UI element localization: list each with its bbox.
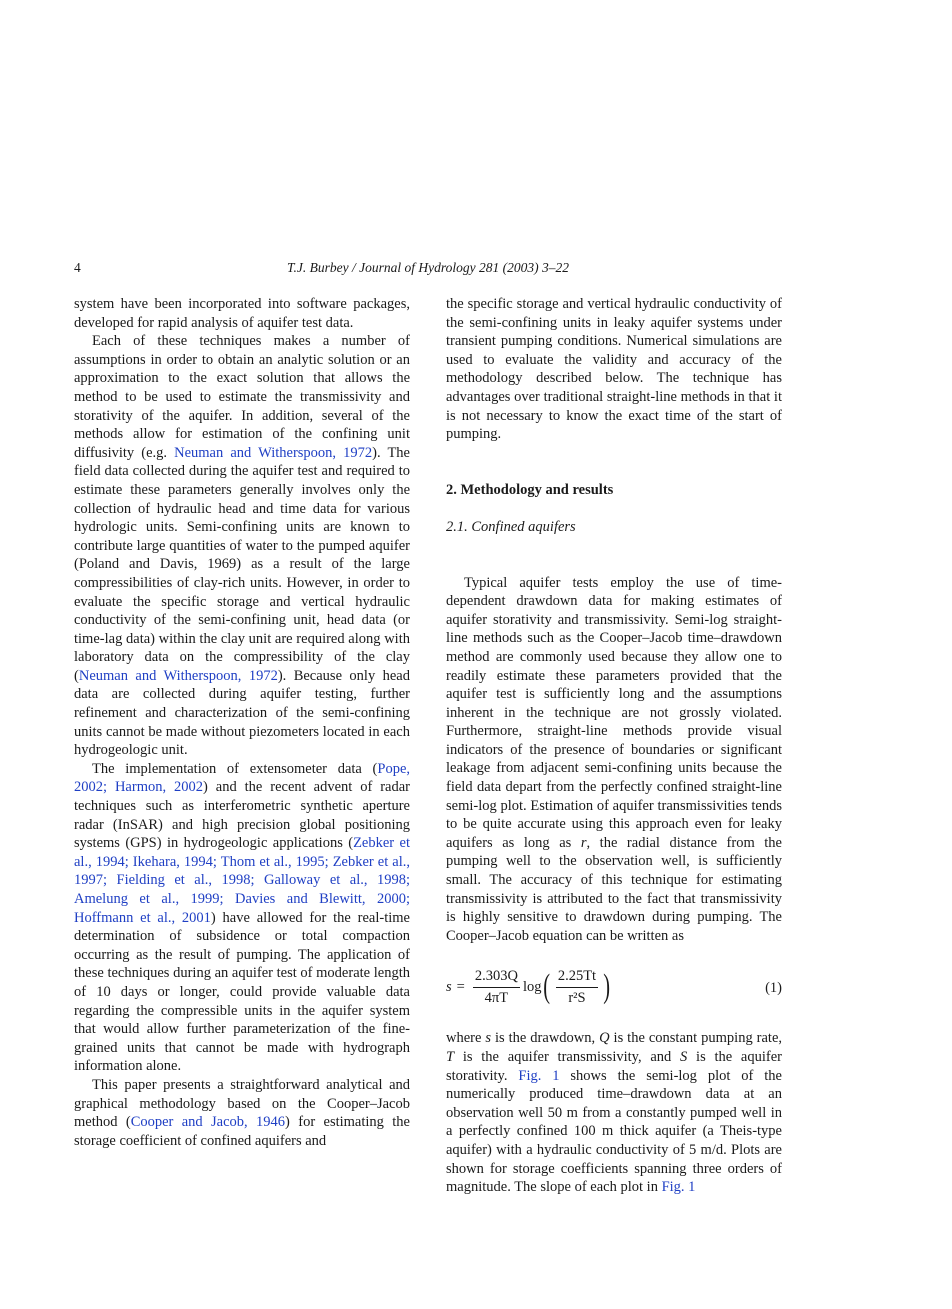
text: system have been incorporated into software packages, developed for rapid analysis of aquifer test data. [74,296,410,331]
text: ). The field data collected during the aquifer test and required to estimate these parameters generally involves only the collection of hydraulic head and time data for various hydrologic units. Semi-confining units are known to contribute large quantities of water to the pumped aquifer (Poland and Davis, 1969) as a result of the large compressibilities of clay-rich units. However, in order to evaluate the specific storage and vertical hydraulic conductivity of the semi-confining unit, head data (or time-lag data) within the clay unit are required along with laboratory data on the compressibility of the clay ( [74,444,410,684]
text: The implementation of extensometer data ( [92,760,378,777]
paragraph [446,295,782,444]
denominator: 4πT [484,989,509,1006]
left-paren: ( [543,968,551,1006]
text: shows the semi-log plot of the numerically produced time–drawdown data at an observation well 50 m from a constantly pumped well in a perfectly confined 100 m thick aquifer (a Theis-type aquifer) with a hydraulic conductivity of 5 m/d. Plots are shown for storage coefficients spanning three orders of magnitude. The slope of each plot in [446,1067,782,1196]
variable: S [680,1049,688,1065]
variable: Q [599,1030,610,1047]
eq-log: log [522,979,542,996]
figure-link[interactable]: Fig. 1 [518,1067,560,1084]
citation-link[interactable]: Neuman and Witherspoon, 1972 [174,444,373,461]
citation-link[interactable]: Zebker et al., 1994; Ikehara, 1994; Thom et al., 1995; Zebker et al., 1997; Fielding et al., 1998; Galloway et al., 1998; Amelung et al., 1999; Davies and Blewitt, 2000; Hoffmann et al., 2001 [74,835,410,926]
variable: T [446,1049,455,1065]
fraction [556,967,598,1007]
eq-equals: = [456,979,465,996]
text: is the constant pumping rate, [609,1030,783,1047]
text: is the aquifer storativity. [446,1049,782,1084]
text: ). Because only head data are collected during aquifer testing, further refinement and characterization of the semi-confining units cannot be made without piezometers located in each hydrogeologic unit. [74,667,410,759]
citation-link[interactable]: Neuman and Witherspoon, 1972 [78,667,278,684]
text: ) for estimating the storage coefficient of confined aquifers and [74,1114,410,1149]
text: , the radial distance from the pumping well to the observation well, is sufficiently small. The accuracy of this technique for estimating transmissivity is attributed to the fact that transmissivity is highly sensitive to drawdown during pumping. The Cooper–Jacob equation can be written as [446,834,782,944]
variable: s [485,1030,492,1047]
text: Typical aquifer tests employ the use of time-dependent drawdown data for making estimates of aquifer storativity and transmissivity. Semi-log straight-line methods such as the Cooper–Jacob time–drawdown method are commonly used because they allow one to readily estimate these parameters provided that the aquifer test is sufficiently long and the assumptions inherent in the technique are not grossly violated. Furthermore, straight-line methods provide visual indicators of the presence of boundaries or significant leakage from adjacent semi-confining units because the field data depart from the perfectly confined straight-line semi-log plot. Estimation of aquifer transmissivities tends to be quite accurate using this approach even for leaky aquifers as long as [446,574,782,851]
text: Each of these techniques makes a number of assumptions in order to obtain an analytic solution or an approximation to the exact solution that allows the method to be used to estimate the transmissivity and storativity of the aquifer. In addition, several of the methods allow for estimation of the confining unit diffusivity (e.g. [74,333,410,461]
numerator: 2.303Q [473,967,520,988]
equation-number: (1) [765,980,782,997]
equation [446,959,782,1015]
denominator: r²S [568,989,586,1006]
text: ) and the recent advent of radar techniques such as interferometric synthetic aperture radar (InSAR) and high precision global positioning systems (GPS) in hydrogeologic applications ( [74,779,410,852]
paragraph [74,332,410,760]
section-heading: 2. Methodology and results [446,481,614,498]
left-column [74,295,410,1150]
paragraph [74,1076,410,1150]
text: where [446,1030,486,1047]
text: This paper presents a straightforward analytical and graphical methodology based on the Cooper–Jacob method ( [74,1076,410,1131]
citation-link[interactable]: Cooper and Jacob, 1946 [130,1114,286,1131]
right-paren: ) [603,968,611,1006]
paragraph [446,574,782,946]
paragraph [446,1029,782,1196]
right-column [446,295,782,1197]
running-title: T.J. Burbey / Journal of Hydrology 281 (2003) 3–22 [287,260,569,275]
figure-link[interactable]: Fig. 1 [661,1179,696,1196]
page-number: 4 [74,260,81,275]
text: ) have allowed for the real-time determination of subsidence or total compaction occurring as the result of pumping. The application of these techniques during an aquifer test of moderate length of 10 days or longer, could provide valuable data regarding the compressible units in the aquifer system that would allow further parameterization of the fine-grained units that cannot be made with hydrograph information alone. [74,909,410,1075]
text: the specific storage and vertical hydraulic conductivity of the semi-confining units in leaky aquifer systems under transient pumping conditions. Numerical simulations are used to evaluate the validity and accuracy of the methodology described below. The technique has advantages over traditional straight-line methods in that it is not necessary to know the exact time of the start of pumping. [446,296,782,443]
paragraph [74,760,410,1076]
equation-body [446,967,612,1007]
paragraph [74,295,410,332]
text: is the drawdown, [491,1030,600,1047]
text: is the aquifer transmissivity, and [454,1049,681,1065]
numerator: 2.25Tt [556,967,598,988]
subsection-heading: 2.1. Confined aquifers [446,518,576,535]
citation-link[interactable]: Pope, 2002; Harmon, 2002 [74,760,410,796]
fraction [473,967,520,1007]
variable: r [580,834,587,851]
page-header [74,260,782,280]
eq-lhs: s [446,979,452,996]
